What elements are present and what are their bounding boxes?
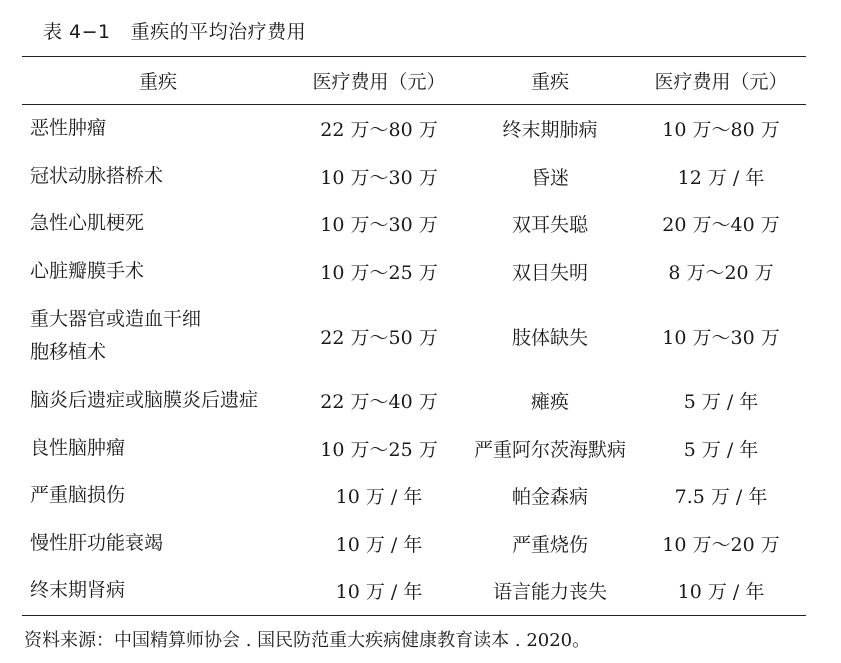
disease-cell: 急性心肌梗死 bbox=[30, 212, 145, 235]
table-caption bbox=[43, 17, 306, 44]
cost-cell: 10 万 / 年 bbox=[677, 581, 765, 604]
disease-cell: 恶性肿瘤 bbox=[30, 117, 107, 140]
table-row bbox=[22, 520, 806, 568]
disease-cell: 双目失明 bbox=[511, 261, 588, 284]
cost-cell: 22 万～80 万 bbox=[320, 119, 438, 142]
disease-cell: 帕金森病 bbox=[511, 486, 588, 509]
disease-cell: 冠状动脉搭桥术 bbox=[30, 164, 164, 187]
disease-cell: 终末期肾病 bbox=[30, 579, 126, 602]
cost-cell: 7.5 万 / 年 bbox=[674, 486, 768, 509]
cost-cell: 8 万～20 万 bbox=[668, 261, 774, 284]
cost-table bbox=[22, 56, 806, 616]
disease-cell: 重大器官或造血干细胞移植术 bbox=[30, 308, 202, 363]
cost-cell: 12 万 / 年 bbox=[677, 166, 765, 189]
disease-cell: 终末期肺病 bbox=[502, 119, 598, 142]
table-row bbox=[22, 377, 806, 425]
cost-cell: 5 万 / 年 bbox=[683, 438, 759, 461]
disease-cell: 脑炎后遗症或脑膜炎后遗症 bbox=[30, 389, 259, 412]
table-row bbox=[22, 200, 806, 248]
column-header: 医疗费用（元） bbox=[294, 57, 464, 105]
cost-cell: 20 万～40 万 bbox=[662, 214, 780, 237]
disease-cell: 语言能力丧失 bbox=[492, 581, 607, 604]
cost-cell: 22 万～40 万 bbox=[320, 391, 438, 414]
disease-cell: 昏迷 bbox=[530, 166, 569, 189]
cost-cell: 10 万～20 万 bbox=[662, 533, 780, 556]
disease-cell: 肢体缺失 bbox=[511, 326, 588, 349]
cost-cell: 10 万～30 万 bbox=[662, 326, 780, 349]
table-row bbox=[22, 295, 806, 377]
column-header: 重疾 bbox=[464, 57, 636, 105]
table-row bbox=[22, 567, 806, 615]
table-row bbox=[22, 105, 806, 153]
table-row bbox=[22, 153, 806, 201]
cost-cell: 10 万～30 万 bbox=[320, 214, 438, 237]
disease-cell: 严重阿尔茨海默病 bbox=[473, 438, 626, 461]
table-header-row bbox=[22, 57, 806, 105]
disease-cell: 慢性肝功能衰竭 bbox=[30, 531, 164, 554]
cost-cell: 10 万～25 万 bbox=[320, 438, 438, 461]
table-row bbox=[22, 472, 806, 520]
table-title: 重疾的平均治疗费用 bbox=[130, 21, 307, 43]
cost-cell: 10 万～30 万 bbox=[320, 166, 438, 189]
disease-cell: 严重烧伤 bbox=[511, 533, 588, 556]
source-note: 资料来源：中国精算师协会 . 国民防范重大疾病健康教育读本 . 2020。 bbox=[24, 630, 591, 651]
cost-cell: 5 万 / 年 bbox=[683, 391, 759, 414]
disease-cell: 心脏瓣膜手术 bbox=[30, 259, 145, 282]
cost-cell: 22 万～50 万 bbox=[320, 326, 438, 349]
cost-cell: 10 万～80 万 bbox=[662, 119, 780, 142]
column-header: 重疾 bbox=[22, 57, 294, 105]
disease-cell: 瘫痪 bbox=[530, 391, 569, 414]
table-row bbox=[22, 248, 806, 296]
cost-cell: 10 万 / 年 bbox=[335, 486, 423, 509]
column-header: 医疗费用（元） bbox=[636, 57, 806, 105]
cost-cell: 10 万 / 年 bbox=[335, 581, 423, 604]
cost-cell: 10 万～25 万 bbox=[320, 261, 438, 284]
table-row bbox=[22, 425, 806, 473]
disease-cell: 良性脑肿瘤 bbox=[30, 436, 126, 459]
cost-cell: 10 万 / 年 bbox=[335, 533, 423, 556]
disease-cell: 严重脑损伤 bbox=[30, 484, 126, 507]
disease-cell: 双耳失聪 bbox=[511, 214, 588, 237]
table-number: 表 4−1 bbox=[43, 21, 111, 43]
